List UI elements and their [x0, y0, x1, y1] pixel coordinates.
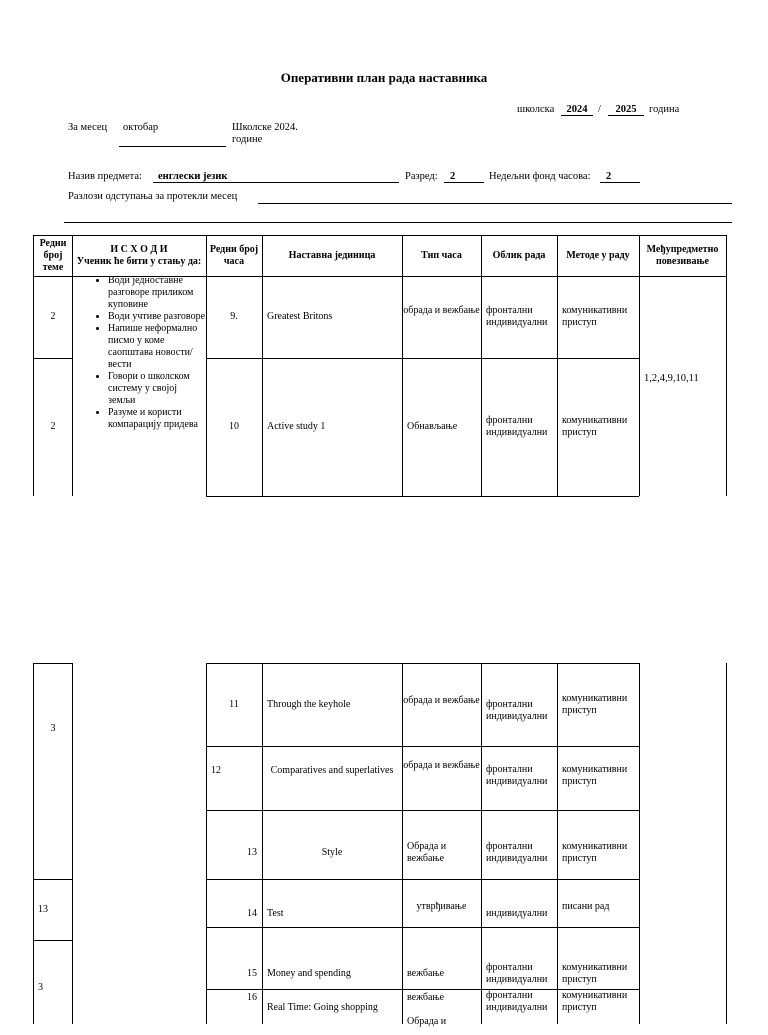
page-title: Оперативни план рада наставника	[280, 70, 488, 85]
subject-value: енглески језик	[153, 171, 399, 183]
lesson-form: фронтални индивидуални	[486, 764, 548, 787]
month-value: октобар	[123, 122, 159, 133]
outcome-item: • Води учтиве разговоре	[108, 311, 206, 323]
lesson-method: комуникативни приступ	[562, 990, 628, 1013]
lesson-form: индивидуални	[486, 908, 548, 919]
lesson-no: 16	[247, 992, 257, 1003]
lesson-no: 14	[247, 908, 257, 919]
lesson-unit: Active study 1	[267, 421, 326, 432]
month-label: За месец	[68, 122, 108, 133]
lesson-form: фронтални индивидуални	[486, 990, 548, 1013]
grade-label: Разред:	[405, 171, 438, 182]
deviation-line-2	[64, 222, 732, 223]
header-form: Облик рада	[492, 249, 546, 261]
header-unit: Наставна јединица	[288, 249, 376, 261]
lesson-form: фронтални индивидуални	[486, 698, 548, 722]
month-underline	[119, 146, 226, 147]
weekly-label: Недељни фонд часова:	[489, 171, 591, 182]
header-type: Тип часа	[421, 249, 462, 261]
lesson-no: 9.	[230, 311, 238, 322]
lesson-method: комуникативни приступ	[562, 764, 628, 787]
year-separator: /	[598, 104, 601, 115]
lesson-form: фронтални индивидуални	[486, 415, 548, 438]
weekly-value: 2	[600, 171, 640, 183]
topic-no: 3	[50, 723, 56, 734]
lesson-method: комуникативни приступ	[562, 840, 628, 864]
lesson-method: комуникативни приступ	[562, 962, 628, 985]
lesson-type: вежбање	[407, 968, 445, 979]
lesson-form: фронтални индивидуални	[486, 962, 548, 985]
lesson-no: 12	[211, 765, 221, 776]
header-outcomes-title: И С Х О Д И	[110, 243, 168, 255]
lesson-no: 10	[229, 421, 239, 432]
lesson-type-next: Обрада и	[407, 1016, 447, 1027]
lesson-type: Обнављање	[407, 421, 458, 432]
subject-label: Назив предмета:	[68, 171, 142, 182]
lesson-form: фронтални индивидуални	[486, 305, 548, 328]
lesson-method: комуникативни приступ	[562, 415, 628, 438]
header-outcomes-sub: Ученик ће бити у стању да:	[76, 255, 202, 267]
outcome-item: • Разуме и користи компарацију придева	[108, 407, 206, 431]
lesson-unit: Test	[267, 908, 284, 919]
school-year-line2: године	[232, 134, 263, 145]
outcome-item: • Води једноставне разговоре приликом куповине	[108, 275, 206, 311]
year-end: 2025	[608, 104, 644, 116]
outcome-item: • Говори о школском систему у својој земљи	[108, 371, 206, 407]
lesson-no: 15	[247, 968, 257, 979]
lesson-unit: Greatest Britons	[267, 311, 333, 322]
lesson-type: обрада и вежбање	[403, 694, 480, 706]
lesson-form: фронтални индивидуални	[486, 840, 548, 864]
lesson-unit: Comparatives and superlatives	[270, 765, 394, 776]
lesson-no: 13	[247, 846, 257, 858]
year-start: 2024	[561, 104, 593, 116]
lesson-type: вежбање	[407, 992, 445, 1003]
header-methods: Методе у раду	[566, 249, 630, 261]
topic-no: 13	[38, 903, 48, 915]
lesson-method: комуникативни приступ	[562, 692, 628, 716]
school-year-line1: Школске 2024.	[232, 122, 298, 133]
outcome-item: • Напише неформално писмо у коме саопштава новости/вести	[108, 323, 206, 371]
topic-no: 2	[50, 311, 56, 322]
lesson-unit: Money and spending	[267, 968, 351, 979]
lesson-type: обрада и вежбање	[403, 760, 480, 771]
lesson-no: 11	[229, 698, 239, 710]
deviation-line	[258, 203, 732, 204]
header-cross: Међупредметно повезивање	[646, 243, 719, 267]
header-lesson-no: Редни број часа	[209, 243, 259, 267]
lesson-unit: Real Time: Going shopping	[267, 1002, 378, 1013]
lesson-type: Обрада и вежбање	[407, 840, 447, 864]
deviation-label: Разлози одступања за протекли месец	[68, 191, 238, 202]
lesson-method: писани рад	[562, 901, 610, 912]
header-topic-no: Редни број теме	[39, 237, 67, 273]
year-label: школска	[517, 104, 555, 115]
cross-value: 1,2,4,9,10,11	[644, 373, 699, 384]
grade-value: 2	[444, 171, 484, 183]
lesson-type: утврђивање	[416, 901, 467, 912]
header-outcomes	[72, 235, 206, 276]
lesson-unit: Style	[321, 846, 343, 858]
lesson-unit: Through the keyhole	[267, 698, 351, 710]
year-suffix: година	[649, 104, 680, 115]
lesson-method: комуникативни приступ	[562, 305, 628, 328]
lesson-type: обрада и вежбање	[403, 305, 480, 316]
topic-no: 3	[38, 981, 43, 993]
outcomes-list	[72, 275, 206, 431]
topic-no: 2	[50, 421, 56, 432]
